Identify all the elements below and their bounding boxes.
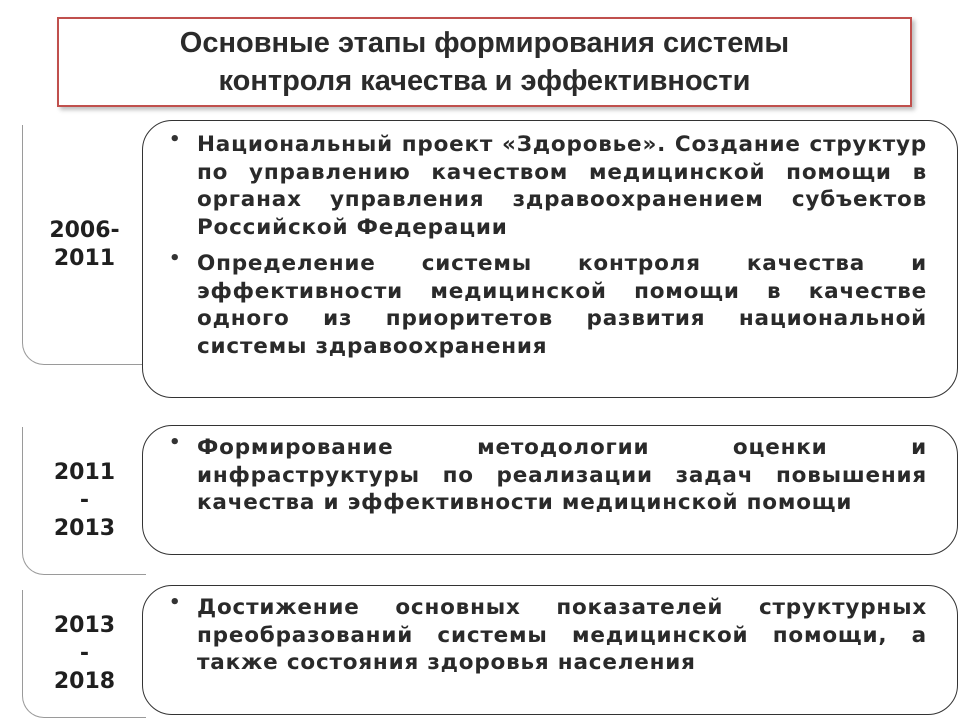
period-tab-2006-2011 (22, 125, 146, 365)
period-label-line: 2013 (53, 612, 116, 638)
bullet-dot-icon: • (169, 248, 181, 269)
bullet-item (167, 250, 927, 360)
bullet-text: Определение системы контроля качества и эффективности медицинской помощи в качестве одного из приоритетов развития национальной системы здравоохранения (197, 251, 927, 359)
bullet-item (167, 434, 927, 517)
bullet-dot-icon: • (169, 432, 181, 453)
period-label-line: - (79, 640, 90, 666)
period-label-line: 2013 (53, 515, 116, 541)
bullet-item (167, 131, 927, 241)
title-line-2: контроля качества и эффективности (218, 65, 751, 97)
bullet-text: Достижение основных показателей структурных преобразований системы медицинской помощи, а также состояния здоровья населения (197, 595, 927, 675)
bullet-dot-icon: • (169, 129, 181, 150)
bullet-item (167, 594, 927, 677)
stage-content-box-2 (142, 425, 958, 555)
period-label-line: 2006- (49, 217, 120, 243)
stage-content-box-1 (142, 120, 958, 398)
period-tab-2013-2018 (22, 590, 146, 718)
period-label-line: - (79, 487, 90, 513)
title-box (57, 17, 912, 107)
period-label-line: 2011 (53, 459, 116, 485)
stage-content-box-3 (142, 585, 958, 715)
bullet-dot-icon: • (169, 592, 181, 613)
period-tab-2011-2013 (22, 427, 146, 575)
bullet-text: Национальный проект «Здоровье». Создание структур по управлению качеством медицинской помощи в органах управления здравоохранением субъектов Российской Федерации (197, 132, 927, 240)
period-label-line: 2018 (53, 668, 116, 694)
period-label-line: 2011 (53, 245, 116, 271)
bullet-text: Формирование методологии оценки и инфраструктуры по реализации задач повышения качества и эффективности медицинской помощи (197, 435, 927, 515)
title-line-1: Основные этапы формирования системы (179, 27, 790, 59)
